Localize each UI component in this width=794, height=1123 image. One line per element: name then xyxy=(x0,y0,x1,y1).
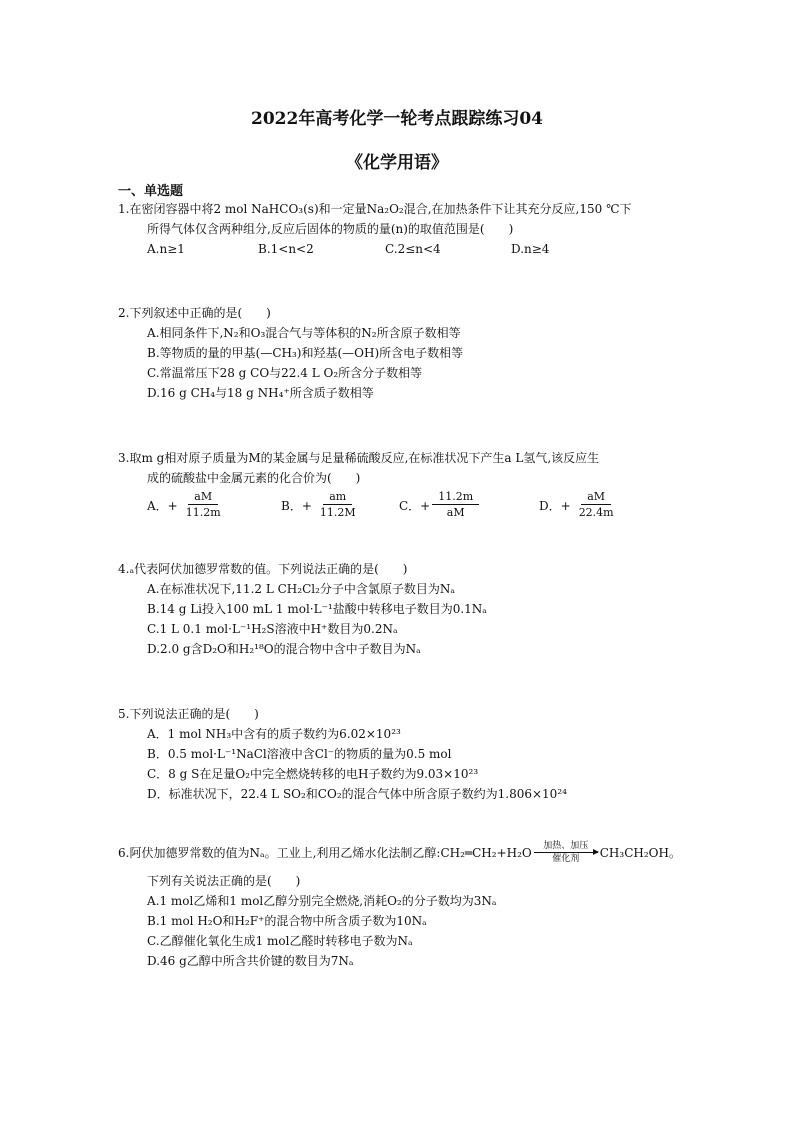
reaction-arrow xyxy=(534,840,598,865)
option-c-denominator: aM xyxy=(446,506,465,519)
question-5 xyxy=(118,704,718,804)
question-6-stem-text: 6.阿伏加德罗常数的值为Nₐ。工业上,利用乙烯水化法制乙醇:CH₂═CH₂+H₂O xyxy=(118,845,532,860)
option-c-numerator: 11.2m xyxy=(432,490,479,505)
question-1-line-1: 1.在密闭容器中将2 mol NaHCO₃(s)和一定量Na₂O₂混合,在加热条件下让其充分反应,150 ℃下 xyxy=(118,202,632,216)
reaction-condition-bottom: 催化剂 xyxy=(552,854,580,864)
question-1-options xyxy=(118,239,718,259)
option-c-label: C．+ xyxy=(399,498,431,513)
option-b-label: B．+ xyxy=(281,498,312,513)
option-c: C.常温常压下28 g CO与22.4 L O₂所含分子数相等 xyxy=(147,366,423,380)
option-d: D.46 g乙醇中所含共价键的数目为7Nₐ xyxy=(147,954,354,968)
option-d: D.16 g CH₄与18 g NH₄⁺所含质子数相等 xyxy=(147,386,374,400)
option-c: C.2≤n<4 xyxy=(385,242,441,256)
question-3-line-1: 3.取m g相对原子质量为M的某金属与足量稀硫酸反应,在标准状况下产生a L氢气,该反应生 xyxy=(118,451,600,465)
option-d: D．标准状况下，22.4 L SO₂和CO₂的混合气体中所含原子数约为1.806×10²⁴ xyxy=(147,787,567,801)
page-subtitle: 《化学用语》 xyxy=(346,153,448,173)
option-b-denominator: 11.2M xyxy=(319,506,356,519)
question-6-line-2: 下列有关说法正确的是( ) xyxy=(147,874,301,888)
question-4-stem: 4.ₐ代表阿伏加德罗常数的值。下列说法正确的是( ) xyxy=(118,562,408,576)
option-b xyxy=(281,490,399,521)
question-3-options xyxy=(118,490,718,521)
arrow-icon xyxy=(534,852,598,853)
option-b: B.14 g Li投入100 mL 1 mol·L⁻¹盐酸中转移电子数目为0.1Nₐ xyxy=(147,602,487,616)
question-6-stem xyxy=(118,840,718,865)
option-c: C.乙醇催化氧化生成1 mol乙醛时转移电子数为Nₐ xyxy=(147,934,413,948)
option-b: B．0.5 mol·L⁻¹NaCl溶液中含Cl⁻的物质的量为0.5 mol xyxy=(147,747,452,761)
option-d xyxy=(539,490,620,521)
option-a: A.1 mol乙烯和1 mol乙醇分别完全燃烧,消耗O₂的分子数均为3Nₐ xyxy=(147,894,497,908)
question-6-product: CH₃CH₂OH。 xyxy=(599,845,681,860)
option-a: A．1 mol NH₃中含有的质子数约为6.02×10²³ xyxy=(147,727,401,741)
option-d: D.2.0 g含D₂O和H₂¹⁸O的混合物中含中子数目为Nₐ xyxy=(147,642,421,656)
question-2 xyxy=(118,303,718,403)
option-c xyxy=(399,490,539,521)
option-a-denominator: 11.2m xyxy=(185,506,221,519)
option-c-fraction xyxy=(432,490,479,521)
section-heading: 一、单选题 xyxy=(118,184,184,199)
option-c: C．8 g S在足量O₂中完全燃烧转移的电H子数约为9.03×10²³ xyxy=(147,767,479,781)
option-d: D.n≥4 xyxy=(511,242,550,256)
option-a xyxy=(147,490,281,521)
question-1-line-2: 所得气体仅含两种组分,反应后固体的物质的量(n)的取值范围是( ) xyxy=(147,222,514,236)
question-3-line-2: 成的硫酸盐中金属元素的化合价为( ) xyxy=(147,471,361,485)
question-3 xyxy=(118,448,718,521)
option-b: B.1 mol H₂O和H₂F⁺的混合物中所含质子数为10Nₐ xyxy=(147,914,427,928)
option-a-fraction xyxy=(180,490,227,521)
question-6 xyxy=(118,840,718,971)
option-c: C.1 L 0.1 mol·L⁻¹H₂S溶液中H⁺数目为0.2Nₐ xyxy=(147,622,398,636)
option-a: A.n≥1 xyxy=(147,242,185,256)
option-d-label: D．+ xyxy=(539,498,571,513)
option-a-numerator: aM xyxy=(188,490,218,505)
option-d-fraction xyxy=(573,490,620,521)
option-a-label: A．+ xyxy=(147,498,178,513)
option-d-denominator: 22.4m xyxy=(578,506,614,519)
option-b-fraction xyxy=(314,490,362,521)
option-b: B.1<n<2 xyxy=(258,242,314,256)
question-4 xyxy=(118,559,718,659)
option-b: B.等物质的量的甲基(—CH₃)和羟基(—OH)所含电子数相等 xyxy=(147,346,464,360)
page-title: 2022年高考化学一轮考点跟踪练习04 xyxy=(251,109,543,129)
question-5-stem: 5.下列说法正确的是( ) xyxy=(118,707,259,721)
option-b-numerator: am xyxy=(323,490,352,505)
reaction-condition-top: 加热、加压 xyxy=(543,841,589,851)
option-a: A.相同条件下,N₂和O₃混合气与等体积的N₂所含原子数相等 xyxy=(147,326,461,340)
option-d-numerator: aM xyxy=(581,490,611,505)
question-2-stem: 2.下列叙述中正确的是( ) xyxy=(118,306,271,320)
question-1 xyxy=(118,199,718,259)
option-a: A.在标准状况下,11.2 L CH₂Cl₂分子中含氯原子数目为Nₐ xyxy=(147,582,456,596)
